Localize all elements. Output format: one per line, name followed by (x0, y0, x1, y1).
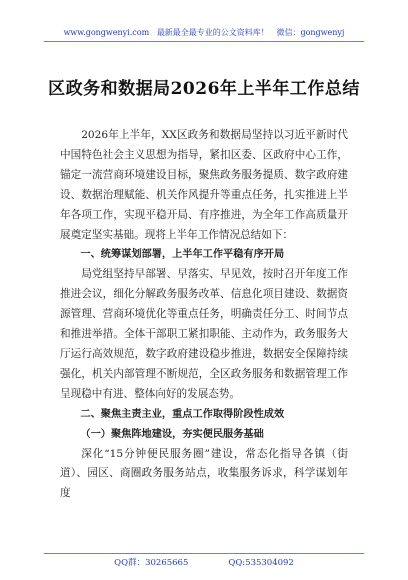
subsection-heading-1: （一）聚焦阵地建设，夯实便民服务基础 (80, 428, 264, 440)
header-divider (44, 41, 364, 42)
footer-banner (30, 558, 378, 568)
qq-contact: QQ:535304092 (228, 558, 294, 568)
subsection-1-paragraph: 深化“15分钟便民服务圈”建设，常态化指导各镇（街道）、园区、商圈政务服务站点，收集服务诉求，科学谋划年度 (60, 447, 348, 500)
document-title: 区政务和数据局2026年上半年工作总结 (48, 79, 360, 99)
footer-divider (44, 553, 364, 554)
qq-group: QQ群：30265665 (114, 558, 189, 568)
site-url-link[interactable]: www.gongwenyi.com (63, 28, 150, 37)
section-heading-2: 二、聚焦主责主业，重点工作取得阶段性成效 (80, 408, 285, 420)
header-banner (30, 28, 378, 38)
section-1-paragraph: 局党组坚持早部署、早落实、早见效，按时召开年度工作推进会议，细化分解政务服务改革、信息化项目建设、数据资源管理、营商环境优化等重点任务，明确责任分工、时间节点和推进举措。全体干部职工紧扣职能、主动作为，政务服务大厅运行高效规范，数字政府建设稳步推进，数据安全保障持续强化，机关内部管理不断规范，全区政务服务和数据管理工作呈现稳中有进、整体向好的发展态势。 (60, 268, 348, 400)
document-body (60, 126, 348, 504)
intro-paragraph: 2026年上半年，XX区政务和数据局坚持以习近平新时代中国特色社会主义思想为指导，紧扣区委、区政府中心工作，锚定一流营商环境建设目标，聚焦政务服务提质、数字政府建设、数据治理赋能、机关作风提升等重点任务，扎实推进上半年各项工作，实现平稳开局、有序推进，为全年工作高质量开展奠定坚实基础。现将上半年工作情况总结如下： (60, 129, 348, 241)
site-tagline: 最新最全最专业的公文资料库！ (156, 28, 269, 37)
section-heading-1: 一、统筹谋划部署，上半年工作平稳有序开局 (80, 249, 285, 261)
wechat-id: 微信：gongwenyj (276, 28, 345, 37)
